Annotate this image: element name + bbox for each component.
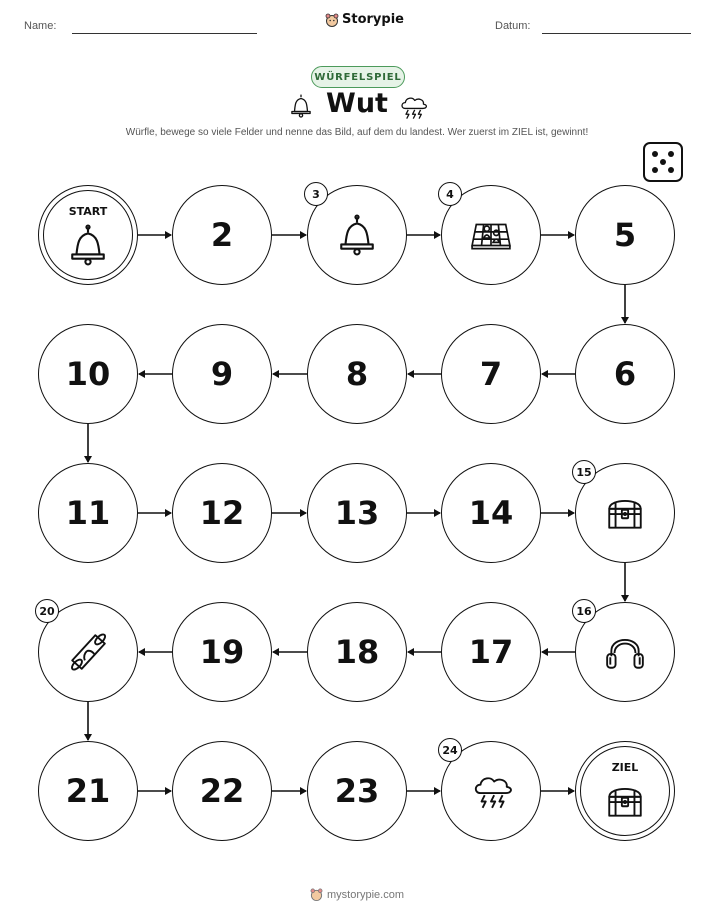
cell-number-badge: 15 <box>572 460 596 484</box>
name-label: Name: <box>24 20 57 32</box>
cell-number: 22 <box>199 772 245 810</box>
cell-caption: START <box>68 205 108 218</box>
footer <box>0 888 714 901</box>
board-cell <box>38 463 138 563</box>
board-cell <box>441 741 541 841</box>
game-type-badge: WÜRFELSPIEL <box>311 66 405 88</box>
treasure-chest-icon <box>604 492 646 534</box>
board-cell <box>575 324 675 424</box>
board-cell <box>172 463 272 563</box>
cell-number: 11 <box>65 494 111 532</box>
cell-number: 13 <box>334 494 380 532</box>
cell-number-badge: 3 <box>304 182 328 206</box>
board-cell <box>307 602 407 702</box>
cell-number: 8 <box>345 355 369 393</box>
board-cell <box>441 463 541 563</box>
board-cell <box>575 185 675 285</box>
board-cell <box>307 463 407 563</box>
cell-number: 2 <box>210 216 234 254</box>
cell-number: 18 <box>334 633 380 671</box>
cell-number: 10 <box>65 355 111 393</box>
board-cell <box>172 741 272 841</box>
cell-number-badge: 4 <box>438 182 462 206</box>
cell-number: 7 <box>479 355 503 393</box>
board-cell <box>307 185 407 285</box>
board-cell <box>38 602 138 702</box>
cell-number-badge: 24 <box>438 738 462 762</box>
board-cell <box>441 324 541 424</box>
board-cell <box>307 324 407 424</box>
cell-number: 17 <box>468 633 514 671</box>
cell-number: 5 <box>613 216 637 254</box>
footer-url: mystorypie.com <box>326 888 405 901</box>
board-cell <box>441 185 541 285</box>
cell-number-badge: 16 <box>572 599 596 623</box>
bell-icon <box>67 224 109 266</box>
cell-number: 21 <box>65 772 111 810</box>
page-title: Wut <box>326 88 388 119</box>
cell-caption: ZIEL <box>611 761 639 774</box>
cell-number: 23 <box>334 772 380 810</box>
board-cell <box>38 324 138 424</box>
board-cell <box>172 185 272 285</box>
date-label: Datum: <box>495 20 531 32</box>
board-cell <box>172 602 272 702</box>
board-cell <box>441 602 541 702</box>
board-cell <box>575 602 675 702</box>
storypie-mascot-icon <box>310 888 323 901</box>
cell-number: 6 <box>613 355 637 393</box>
start-cell <box>38 185 138 285</box>
board-cell <box>575 463 675 563</box>
cell-number-badge: 20 <box>35 599 59 623</box>
instructions: Würfle, bewege so viele Felder und nenne das Bild, auf dem du landest. Wer zuerst im ZIEL ist, gewinnt! <box>125 127 589 138</box>
board-cell <box>307 741 407 841</box>
storm-cloud-icon <box>470 770 512 812</box>
scroll-icon <box>67 631 109 673</box>
bell-icon <box>336 214 378 256</box>
cell-number: 12 <box>199 494 245 532</box>
cell-number: 9 <box>210 355 234 393</box>
board-game-icon <box>470 214 512 256</box>
goal-cell <box>575 741 675 841</box>
board-cell <box>38 741 138 841</box>
cell-number: 19 <box>199 633 245 671</box>
treasure-chest-icon <box>604 780 646 822</box>
brand-name: Storypie <box>342 12 404 27</box>
headphones-icon <box>604 631 646 673</box>
board-cell <box>172 324 272 424</box>
cell-number: 14 <box>468 494 514 532</box>
